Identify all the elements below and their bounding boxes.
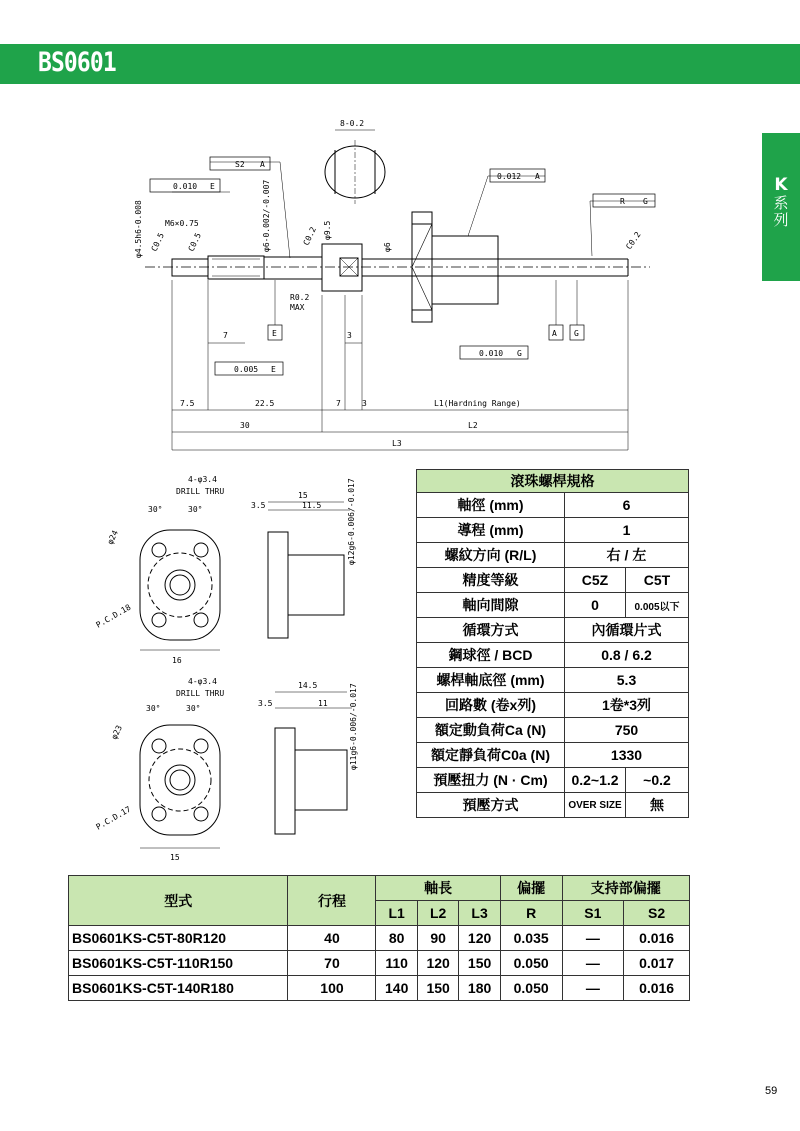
dim-3: 3 — [347, 331, 352, 340]
dim-7-5: 7.5 — [180, 399, 195, 408]
datum-g1: G — [643, 197, 648, 206]
dim-7b: 7 — [336, 399, 341, 408]
col-l3: L3 — [459, 901, 500, 926]
spec-row: 精度等級 C5Z C5T — [417, 568, 689, 593]
f1-pcd: P.C.D.18 — [94, 602, 133, 630]
col-model: 型式 — [69, 876, 288, 926]
f2-drill: DRILL THRU — [176, 689, 225, 698]
spec-row: 螺桿軸底徑 (mm) 5.3 — [417, 668, 689, 693]
col-l1: L1 — [376, 901, 417, 926]
f2-width: 15 — [170, 853, 180, 862]
flange-views — [0, 470, 410, 870]
f2-angle-2: 30° — [186, 704, 201, 713]
f2-angle-1: 30° — [146, 704, 161, 713]
col-support-runout: 支持部偏擺 — [562, 876, 690, 901]
f2-holes: 4-φ3.4 — [188, 677, 217, 686]
datum-e2: E — [272, 329, 277, 338]
f1-width: 16 — [172, 656, 182, 665]
datum-a3: A — [552, 329, 557, 338]
f1-holes: 4-φ3.4 — [188, 475, 217, 484]
series-letter: K — [774, 175, 788, 195]
dim-width-8: 8-0.2 — [340, 119, 365, 128]
f1-flange-thk: 3.5 — [251, 501, 266, 510]
f2-nut-dia: φ11g6-0.006/-0.017 — [349, 683, 358, 770]
f2-pcd: P.C.D.17 — [94, 804, 133, 832]
flatness-e: 0.010 — [173, 182, 198, 191]
col-runout: 偏擺 — [500, 876, 562, 901]
spec-row: 回路數 (卷x列) 1卷*3列 — [417, 693, 689, 718]
phi9-5: φ9.5 — [323, 220, 332, 240]
datum-a2: A — [535, 172, 540, 181]
datum-a1: A — [260, 160, 265, 169]
f1-angle-2: 30° — [188, 505, 203, 514]
datum-s2: S2 — [235, 160, 245, 169]
col-stroke: 行程 — [288, 876, 376, 926]
datum-e1: E — [210, 182, 215, 191]
perp-e: 0.005 — [234, 365, 259, 374]
spec-title: 滾珠螺桿規格 — [417, 470, 689, 493]
dim-7: 7 — [223, 331, 228, 340]
c02-b: C0.2 — [624, 230, 643, 252]
f2-flange-thk: 3.5 — [258, 699, 273, 708]
col-s1: S1 — [562, 901, 624, 926]
datum-r: R — [620, 197, 625, 206]
c05-b: C0.5 — [186, 231, 203, 253]
spec-row: 預壓扭力 (N · Cm) 0.2~1.2 ~0.2 — [417, 768, 689, 793]
spec-row: 額定動負荷Ca (N) 750 — [417, 718, 689, 743]
phi6: φ6 — [383, 242, 392, 252]
spec-row: 預壓方式 OVER SIZE 無 — [417, 793, 689, 818]
col-r: R — [500, 901, 562, 926]
spec-row: 導程 (mm) 1 — [417, 518, 689, 543]
table-row: BS0601KS-C5T-80R120 40 80 90 120 0.035 — 0.016 — [69, 926, 690, 951]
col-shaft-length: 軸長 — [376, 876, 500, 901]
series-label: 系列 — [773, 194, 789, 229]
spec-table — [416, 469, 689, 818]
f1-drill: DRILL THRU — [176, 487, 225, 496]
f1-body: 11.5 — [302, 501, 322, 510]
max-label: MAX — [290, 303, 305, 312]
c05-a: C0.5 — [149, 231, 166, 253]
datum-e3: E — [271, 365, 276, 374]
dim-30: 30 — [240, 421, 250, 430]
col-l2: L2 — [417, 901, 458, 926]
datum-g2: G — [574, 329, 579, 338]
spec-row: 軸向間隙 0 0.005以下 — [417, 593, 689, 618]
page-title: BS0601 — [38, 47, 116, 78]
perp-g: 0.010 — [479, 349, 504, 358]
f2-body: 11 — [318, 699, 328, 708]
runout-a: 0.012 — [497, 172, 522, 181]
page-number: 59 — [765, 1085, 778, 1097]
spec-row: 鋼球徑 / BCD 0.8 / 6.2 — [417, 643, 689, 668]
dim-l3: L3 — [392, 439, 402, 448]
c02-a: C0.2 — [301, 225, 318, 247]
thread-spec: M6×0.75 — [165, 219, 199, 228]
datum-g3: G — [517, 349, 522, 358]
phi6-tolerance: φ6-0.002/-0.007 — [262, 179, 271, 252]
f1-nut-dia: φ12g6-0.006/-0.017 — [347, 478, 356, 565]
spec-row: 軸徑 (mm) 6 — [417, 493, 689, 518]
f1-diameter: φ24 — [105, 528, 120, 546]
dim-3b: 3 — [362, 399, 367, 408]
ball-screw-drawing — [0, 0, 800, 470]
f1-length: 15 — [298, 491, 308, 500]
spec-row: 循環方式 內循環片式 — [417, 618, 689, 643]
model-table — [68, 875, 690, 1001]
dim-l2: L2 — [468, 421, 478, 430]
r02-label: R0.2 — [290, 293, 310, 302]
f1-angle-1: 30° — [148, 505, 163, 514]
f2-length: 14.5 — [298, 681, 318, 690]
dim-22-5: 22.5 — [255, 399, 275, 408]
col-s2: S2 — [624, 901, 690, 926]
spec-row: 額定靜負荷C0a (N) 1330 — [417, 743, 689, 768]
dim-l1: L1(Hardning Range) — [434, 399, 521, 408]
spec-row: 螺紋方向 (R/L) 右 / 左 — [417, 543, 689, 568]
shaft-tolerance: φ4.5h6-0.008 — [134, 200, 143, 258]
table-row: BS0601KS-C5T-110R150 70 110 120 150 0.050 — 0.017 — [69, 951, 690, 976]
table-row: BS0601KS-C5T-140R180 100 140 150 180 0.050 — 0.016 — [69, 976, 690, 1001]
f2-diameter: φ23 — [109, 723, 124, 741]
